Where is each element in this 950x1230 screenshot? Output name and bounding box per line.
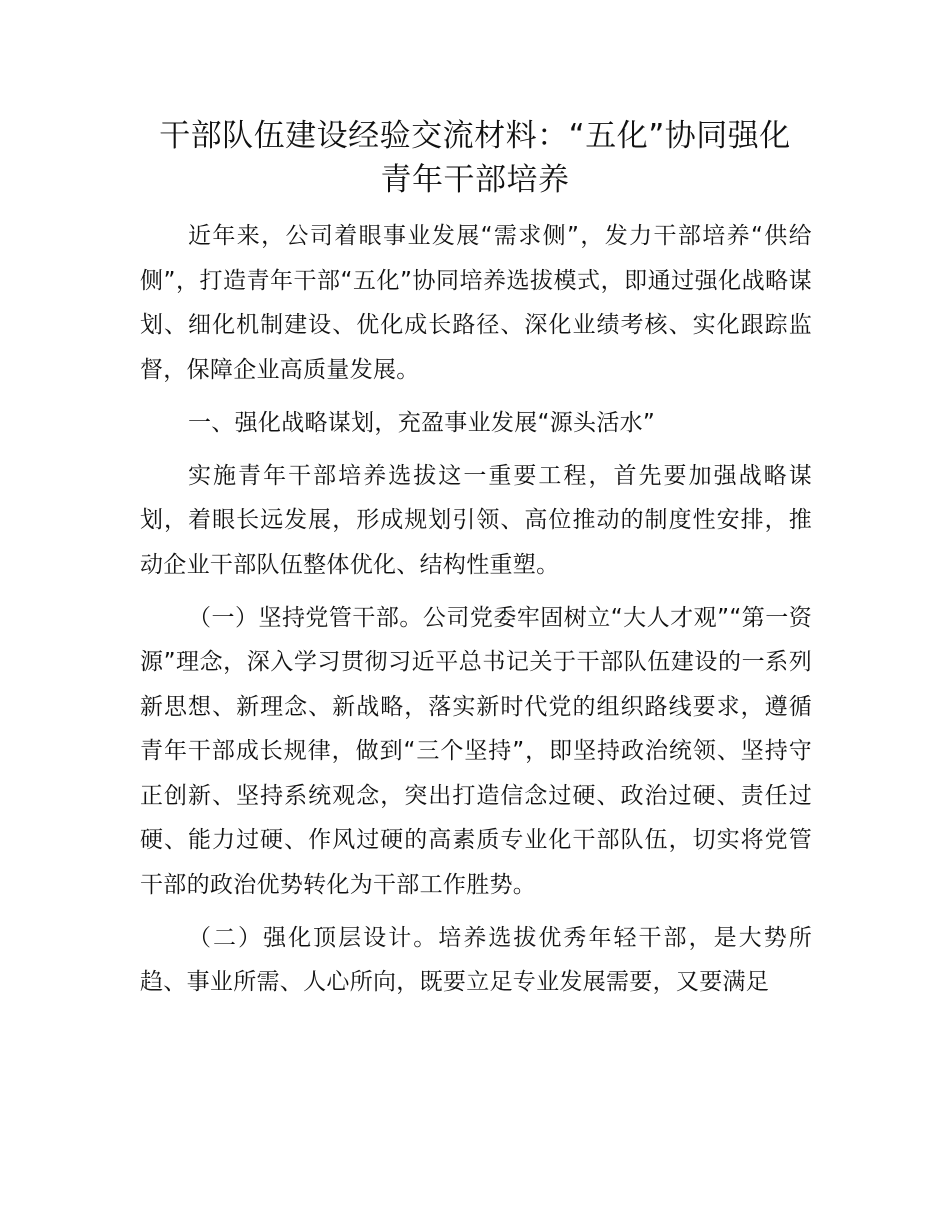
body-paragraph: （一）坚持党管干部。公司党委牢固树立“大人才观”“第一资源”理念，深入学习贯彻习近平总书记关于干部队伍建设的一系列新思想、新理念、新战略，落实新时代党的组织路线要求，遵循青年干部成长规律，做到“三个坚持”，即坚持政治统领、坚持守正创新、坚持系统观念，突出打造信念过硬、政治过硬、责任过硬、能力过硬、作风过硬的高素质专业化干部队伍，切实将党管干部的政治优势转化为干部工作胜势。 bbox=[140, 604, 812, 898]
intro-paragraph: 近年来，公司着眼事业发展“需求侧”，发力干部培养“供给侧”，打造青年干部“五化”协同培养选拔模式，即通过强化战略谋划、细化机制建设、优化成长路径、深化业绩考核、实化跟踪监督，保障企业高质量发展。 bbox=[140, 223, 812, 383]
document-body bbox=[140, 214, 812, 1013]
document-title bbox=[120, 114, 830, 202]
title-line-1: 干部队伍建设经验交流材料：“五化”协同强化 bbox=[159, 118, 791, 154]
body-paragraph: （二）强化顶层设计。培养选拔优秀年轻干部，是大势所趋、事业所需、人心所向，既要立足专业发展需要，又要满足 bbox=[140, 924, 812, 995]
section-heading: 一、强化战略谋划，充盈事业发展“源头活水” bbox=[188, 409, 656, 436]
body-paragraph: 实施青年干部培养选拔这一重要工程，首先要加强战略谋划，着眼长远发展，形成规划引领、高位推动的制度性安排，推动企业干部队伍整体优化、结构性重塑。 bbox=[140, 462, 812, 578]
title-line-2: 青年干部培养 bbox=[380, 162, 570, 198]
